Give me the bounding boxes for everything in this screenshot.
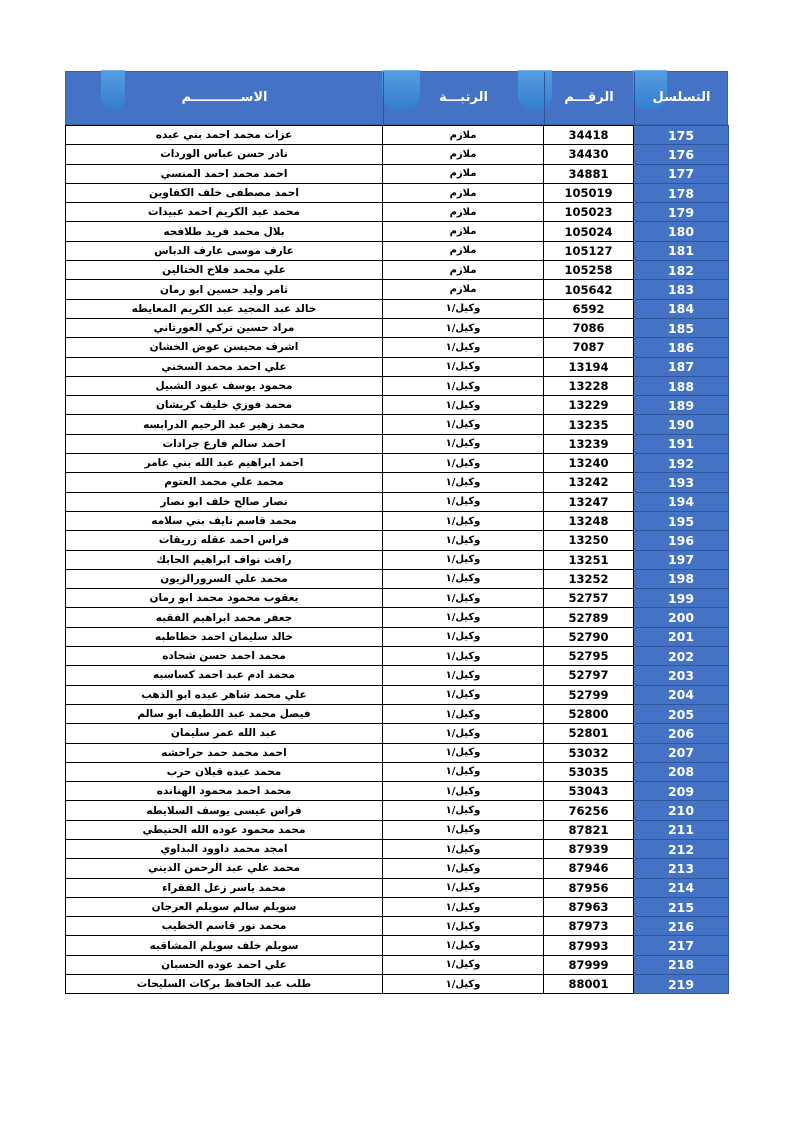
rank-cell: ملازم xyxy=(383,280,544,299)
seq-cell: 186 xyxy=(634,338,729,357)
number-cell: 34418 xyxy=(544,126,634,145)
seq-cell: 212 xyxy=(634,839,729,858)
table-header xyxy=(65,71,728,125)
seq-cell: 217 xyxy=(634,936,729,955)
name-cell: احمد محمد احمد المنسي xyxy=(66,164,383,183)
seq-cell: 183 xyxy=(634,280,729,299)
name-cell: محمد عبده قبلان حرب xyxy=(66,762,383,781)
rank-cell: وكيل/١ xyxy=(383,396,544,415)
name-cell: فيصل محمد عبد اللطيف ابو سالم xyxy=(66,704,383,723)
rank-cell: وكيل/١ xyxy=(383,492,544,511)
table-row xyxy=(66,338,729,357)
table-row xyxy=(66,454,729,473)
rank-cell: ملازم xyxy=(383,183,544,202)
table-row xyxy=(66,666,729,685)
seq-cell: 189 xyxy=(634,396,729,415)
number-cell: 53032 xyxy=(544,743,634,762)
seq-cell: 191 xyxy=(634,434,729,453)
number-cell: 7087 xyxy=(544,338,634,357)
rank-cell: وكيل/١ xyxy=(383,917,544,936)
rank-cell: وكيل/١ xyxy=(383,415,544,434)
number-cell: 34881 xyxy=(544,164,634,183)
table-row xyxy=(66,589,729,608)
number-cell: 88001 xyxy=(544,975,634,994)
table-row xyxy=(66,762,729,781)
name-cell: فراس عيسى يوسف السلايطه xyxy=(66,801,383,820)
seq-cell: 203 xyxy=(634,666,729,685)
table-row xyxy=(66,975,729,994)
table-row xyxy=(66,183,729,202)
table-row xyxy=(66,241,729,260)
number-cell: 105642 xyxy=(544,280,634,299)
number-cell: 105023 xyxy=(544,203,634,222)
table-row xyxy=(66,782,729,801)
header-rank: الرتبـــة xyxy=(439,90,488,105)
table-row xyxy=(66,280,729,299)
name-cell: محمد قاسم نايف بني سلامه xyxy=(66,511,383,530)
name-cell: علي محمد فلاح الختالين xyxy=(66,261,383,280)
name-cell: امجد محمد داوود البداوي xyxy=(66,839,383,858)
number-cell: 105019 xyxy=(544,183,634,202)
name-cell: عبد الله عمر سليمان xyxy=(66,724,383,743)
number-cell: 52757 xyxy=(544,589,634,608)
number-cell: 76256 xyxy=(544,801,634,820)
rank-cell: ملازم xyxy=(383,126,544,145)
name-cell: محمد زهير عبد الرحيم الدرابسه xyxy=(66,415,383,434)
name-cell: محمد فوزي خليف كريشان xyxy=(66,396,383,415)
number-cell: 13247 xyxy=(544,492,634,511)
seq-cell: 197 xyxy=(634,550,729,569)
table-row xyxy=(66,704,729,723)
table-row xyxy=(66,724,729,743)
table-row xyxy=(66,917,729,936)
table-row xyxy=(66,376,729,395)
name-cell: علي احمد عوده الحسبان xyxy=(66,955,383,974)
name-cell: خالد سليمان احمد خطاطبه xyxy=(66,627,383,646)
number-cell: 87999 xyxy=(544,955,634,974)
name-cell: محمد عبد الكريم احمد عبيدات xyxy=(66,203,383,222)
name-cell: نادر حسن عباس الوردات xyxy=(66,145,383,164)
number-cell: 7086 xyxy=(544,318,634,337)
rank-cell: وكيل/١ xyxy=(383,531,544,550)
number-cell: 87956 xyxy=(544,878,634,897)
table-row xyxy=(66,897,729,916)
number-cell: 13251 xyxy=(544,550,634,569)
rank-cell: وكيل/١ xyxy=(383,762,544,781)
name-cell: محمد علي السرورالزيون xyxy=(66,569,383,588)
number-cell: 87946 xyxy=(544,859,634,878)
seq-cell: 205 xyxy=(634,704,729,723)
seq-cell: 180 xyxy=(634,222,729,241)
rank-cell: وكيل/١ xyxy=(383,666,544,685)
seq-cell: 181 xyxy=(634,241,729,260)
table-row xyxy=(66,126,729,145)
number-cell: 53035 xyxy=(544,762,634,781)
table-row xyxy=(66,492,729,511)
table-row xyxy=(66,569,729,588)
name-cell: علي احمد محمد السخني xyxy=(66,357,383,376)
rank-cell: وكيل/١ xyxy=(383,839,544,858)
rank-cell: وكيل/١ xyxy=(383,550,544,569)
number-cell: 52790 xyxy=(544,627,634,646)
table-row xyxy=(66,531,729,550)
table-row xyxy=(66,434,729,453)
rank-cell: وكيل/١ xyxy=(383,376,544,395)
rank-cell: وكيل/١ xyxy=(383,434,544,453)
seq-cell: 213 xyxy=(634,859,729,878)
seq-cell: 216 xyxy=(634,917,729,936)
seq-cell: 187 xyxy=(634,357,729,376)
table-row xyxy=(66,801,729,820)
rank-cell: وكيل/١ xyxy=(383,955,544,974)
rank-cell: وكيل/١ xyxy=(383,724,544,743)
number-cell: 87963 xyxy=(544,897,634,916)
number-cell: 87939 xyxy=(544,839,634,858)
rank-cell: وكيل/١ xyxy=(383,357,544,376)
number-cell: 105024 xyxy=(544,222,634,241)
table-row xyxy=(66,415,729,434)
name-cell: محمود يوسف عيود الشبيل xyxy=(66,376,383,395)
seq-cell: 218 xyxy=(634,955,729,974)
rank-cell: وكيل/١ xyxy=(383,473,544,492)
name-cell: محمد ياسر زعل الفقراء xyxy=(66,878,383,897)
seq-cell: 209 xyxy=(634,782,729,801)
name-cell: محمد علي محمد العتوم xyxy=(66,473,383,492)
name-cell: يعقوب محمود محمد ابو رمان xyxy=(66,589,383,608)
header-name: الاســـــــــــم xyxy=(181,90,268,105)
name-cell: مراد حسين تركي العورتاني xyxy=(66,318,383,337)
rank-cell: وكيل/١ xyxy=(383,801,544,820)
name-cell: سويلم سالم سويلم العرجان xyxy=(66,897,383,916)
seq-cell: 199 xyxy=(634,589,729,608)
number-cell: 13194 xyxy=(544,357,634,376)
seq-cell: 176 xyxy=(634,145,729,164)
name-cell: احمد ابراهيم عبد الله بني عامر xyxy=(66,454,383,473)
seq-cell: 194 xyxy=(634,492,729,511)
rank-cell: ملازم xyxy=(383,164,544,183)
table-row xyxy=(66,820,729,839)
number-cell: 52801 xyxy=(544,724,634,743)
table-row xyxy=(66,222,729,241)
seq-cell: 204 xyxy=(634,685,729,704)
rank-cell: وكيل/١ xyxy=(383,859,544,878)
seq-cell: 190 xyxy=(634,415,729,434)
seq-cell: 207 xyxy=(634,743,729,762)
seq-cell: 208 xyxy=(634,762,729,781)
number-cell: 13242 xyxy=(544,473,634,492)
number-cell: 13229 xyxy=(544,396,634,415)
rank-cell: وكيل/١ xyxy=(383,897,544,916)
name-cell: عزات محمد احمد بني عبده xyxy=(66,126,383,145)
rank-cell: ملازم xyxy=(383,241,544,260)
table-row xyxy=(66,743,729,762)
rank-cell: وكيل/١ xyxy=(383,936,544,955)
name-cell: ثامر وليد حسين ابو رمان xyxy=(66,280,383,299)
number-cell: 52799 xyxy=(544,685,634,704)
name-cell: علي محمد شاهر عبده ابو الذهب xyxy=(66,685,383,704)
name-cell: خالد عبد المجيد عبد الكريم المعايطه xyxy=(66,299,383,318)
table-row xyxy=(66,396,729,415)
table-row xyxy=(66,878,729,897)
rank-cell: وكيل/١ xyxy=(383,743,544,762)
rank-cell: وكيل/١ xyxy=(383,878,544,897)
rank-cell: وكيل/١ xyxy=(383,685,544,704)
table-row xyxy=(66,859,729,878)
roster-body xyxy=(65,125,729,994)
number-cell: 52789 xyxy=(544,608,634,627)
seq-cell: 214 xyxy=(634,878,729,897)
name-cell: اشرف محيسن عوض الخشان xyxy=(66,338,383,357)
name-cell: نصار صالح خلف ابو نصار xyxy=(66,492,383,511)
number-cell: 87993 xyxy=(544,936,634,955)
rank-cell: ملازم xyxy=(383,261,544,280)
seq-cell: 184 xyxy=(634,299,729,318)
number-cell: 87973 xyxy=(544,917,634,936)
seq-cell: 211 xyxy=(634,820,729,839)
rank-cell: وكيل/١ xyxy=(383,704,544,723)
seq-cell: 175 xyxy=(634,126,729,145)
seq-cell: 198 xyxy=(634,569,729,588)
table-row xyxy=(66,261,729,280)
name-cell: احمد سالم فارع جرادات xyxy=(66,434,383,453)
name-cell: بلال محمد فريد طلافحه xyxy=(66,222,383,241)
name-cell: احمد مصطفى خلف الكفاوين xyxy=(66,183,383,202)
rank-cell: ملازم xyxy=(383,222,544,241)
name-cell: محمد نور قاسم الخطيب xyxy=(66,917,383,936)
table-row xyxy=(66,550,729,569)
header-seq: التسلسل xyxy=(652,90,711,105)
name-cell: محمد محمود عوده الله الحنيطي xyxy=(66,820,383,839)
number-cell: 34430 xyxy=(544,145,634,164)
number-cell: 13248 xyxy=(544,511,634,530)
table-row xyxy=(66,203,729,222)
rank-cell: وكيل/١ xyxy=(383,627,544,646)
number-cell: 13239 xyxy=(544,434,634,453)
seq-cell: 201 xyxy=(634,627,729,646)
name-cell: محمد علي عبد الرحمن الديني xyxy=(66,859,383,878)
rank-cell: وكيل/١ xyxy=(383,338,544,357)
rank-cell: ملازم xyxy=(383,203,544,222)
rank-cell: وكيل/١ xyxy=(383,647,544,666)
seq-cell: 196 xyxy=(634,531,729,550)
name-cell: سويلم خلف سويلم المشاقبه xyxy=(66,936,383,955)
seq-cell: 185 xyxy=(634,318,729,337)
rank-cell: وكيل/١ xyxy=(383,608,544,627)
name-cell: محمد احمد محمود الهنانده xyxy=(66,782,383,801)
table-row xyxy=(66,608,729,627)
seq-cell: 182 xyxy=(634,261,729,280)
number-cell: 52797 xyxy=(544,666,634,685)
seq-cell: 193 xyxy=(634,473,729,492)
seq-cell: 195 xyxy=(634,511,729,530)
name-cell: عارف موسى عارف الدباس xyxy=(66,241,383,260)
rank-cell: وكيل/١ xyxy=(383,454,544,473)
rank-cell: وكيل/١ xyxy=(383,782,544,801)
name-cell: جعفر محمد ابراهيم الفقيه xyxy=(66,608,383,627)
number-cell: 52800 xyxy=(544,704,634,723)
table-row xyxy=(66,627,729,646)
number-cell: 6592 xyxy=(544,299,634,318)
rank-cell: وكيل/١ xyxy=(383,820,544,839)
number-cell: 13250 xyxy=(544,531,634,550)
seq-cell: 215 xyxy=(634,897,729,916)
name-cell: محمد احمد حسن شحاده xyxy=(66,647,383,666)
rank-cell: وكيل/١ xyxy=(383,511,544,530)
table-row xyxy=(66,145,729,164)
number-cell: 13252 xyxy=(544,569,634,588)
number-cell: 52795 xyxy=(544,647,634,666)
header-number: الرقـــم xyxy=(564,90,614,105)
number-cell: 13240 xyxy=(544,454,634,473)
seq-cell: 210 xyxy=(634,801,729,820)
seq-cell: 202 xyxy=(634,647,729,666)
table-row xyxy=(66,473,729,492)
table-row xyxy=(66,318,729,337)
seq-cell: 179 xyxy=(634,203,729,222)
name-cell: محمد ادم عبد احمد كساسبه xyxy=(66,666,383,685)
name-cell: طلب عبد الحافظ بركات السليحات xyxy=(66,975,383,994)
name-cell: احمد محمد حمد حراحشه xyxy=(66,743,383,762)
rank-cell: وكيل/١ xyxy=(383,318,544,337)
seq-cell: 178 xyxy=(634,183,729,202)
name-cell: رافت نواف ابراهيم الحابك xyxy=(66,550,383,569)
table-row xyxy=(66,936,729,955)
table-row xyxy=(66,164,729,183)
seq-cell: 200 xyxy=(634,608,729,627)
rank-cell: وكيل/١ xyxy=(383,975,544,994)
seq-cell: 188 xyxy=(634,376,729,395)
number-cell: 105258 xyxy=(544,261,634,280)
number-cell: 13228 xyxy=(544,376,634,395)
rank-cell: ملازم xyxy=(383,145,544,164)
table-row xyxy=(66,299,729,318)
table-row xyxy=(66,955,729,974)
table-row xyxy=(66,685,729,704)
name-cell: فراس احمد عقله زريقات xyxy=(66,531,383,550)
roster-table xyxy=(65,71,728,994)
rank-cell: وكيل/١ xyxy=(383,589,544,608)
rank-cell: وكيل/١ xyxy=(383,299,544,318)
table-row xyxy=(66,839,729,858)
seq-cell: 192 xyxy=(634,454,729,473)
seq-cell: 219 xyxy=(634,975,729,994)
rank-cell: وكيل/١ xyxy=(383,569,544,588)
number-cell: 13235 xyxy=(544,415,634,434)
number-cell: 53043 xyxy=(544,782,634,801)
table-row xyxy=(66,511,729,530)
seq-cell: 206 xyxy=(634,724,729,743)
number-cell: 87821 xyxy=(544,820,634,839)
table-row xyxy=(66,647,729,666)
seq-cell: 177 xyxy=(634,164,729,183)
number-cell: 105127 xyxy=(544,241,634,260)
table-row xyxy=(66,357,729,376)
